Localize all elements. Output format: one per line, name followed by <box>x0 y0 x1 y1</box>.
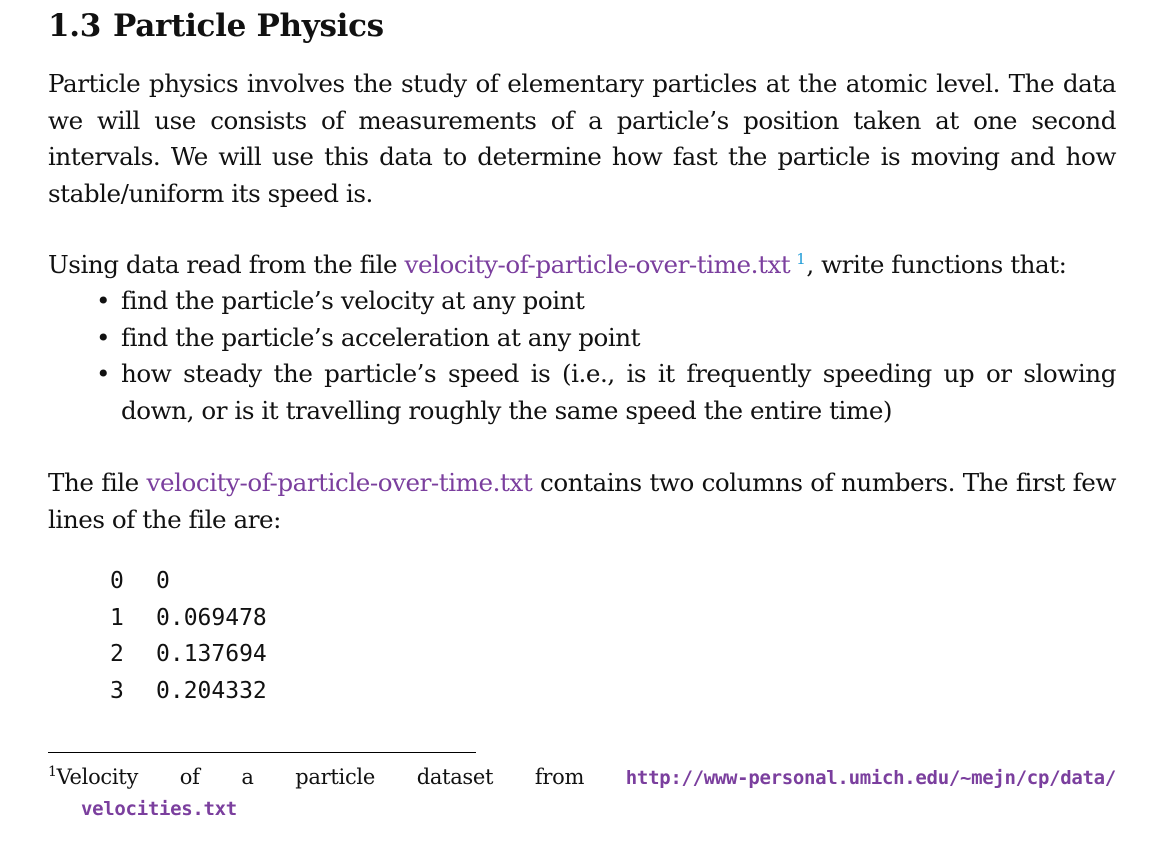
requirements-list <box>96 283 1116 429</box>
task-suffix: , write functions that: <box>806 250 1067 279</box>
section-heading <box>48 8 384 44</box>
data-row: 3 0.204332 <box>110 677 267 704</box>
file-desc-suffix: contains two columns of numbers. The first few lines of the file are: <box>48 468 1116 534</box>
bullet-icon: • <box>96 286 111 315</box>
data-row: 2 0.137694 <box>110 641 267 667</box>
footnote-url-link[interactable]: http://www-personal.umich.edu/~mejn/cp/data/ <box>625 767 1116 789</box>
footnote-mark: 1 <box>48 764 57 780</box>
list-item: • find the particle’s acceleration at any point <box>96 320 1116 357</box>
bullet-icon: • <box>96 322 111 352</box>
footnote-url-link[interactable]: velocities.txt <box>81 798 237 820</box>
bullet-icon: • <box>96 359 111 388</box>
footnote-reference[interactable]: 1 <box>796 249 806 268</box>
task-prefix: Using data read from the file <box>48 250 405 279</box>
data-sample-block <box>110 563 267 709</box>
file-desc-prefix: The file <box>48 468 147 497</box>
footnote-divider <box>48 752 476 753</box>
list-item: • find the particle’s velocity at any point <box>96 283 1116 320</box>
data-row: 1 0.069478 <box>110 604 267 631</box>
data-row: 0 0 <box>110 568 170 594</box>
data-file-link[interactable]: velocity-of-particle-over-time.txt <box>146 468 533 497</box>
file-description-paragraph <box>48 465 1116 538</box>
list-item: • how steady the particle’s speed is (i.e., is it frequently speeding up or slowing down, or is it travelling roughly the same speed the entire time) <box>96 356 1116 429</box>
intro-paragraph: Particle physics involves the study of elementary particles at the atomic level. The data we will use consists of measurements of a particle’s position taken at one second intervals. We will use this data to determine how fast the particle is moving and how stable/uniform its speed is. <box>48 69 1116 208</box>
footnote <box>48 762 1116 824</box>
footnote-line: $^1$Velocity of a particle dataset from http://www-personal.umich.edu/~mejn/cp/data/ <box>48 762 1116 793</box>
section-number: 1.3 <box>48 8 102 44</box>
task-paragraph <box>48 247 1116 284</box>
footnote-line <box>48 793 1116 824</box>
section-title: Particle Physics <box>113 8 384 44</box>
data-file-link[interactable]: velocity-of-particle-over-time.txt <box>404 250 791 279</box>
